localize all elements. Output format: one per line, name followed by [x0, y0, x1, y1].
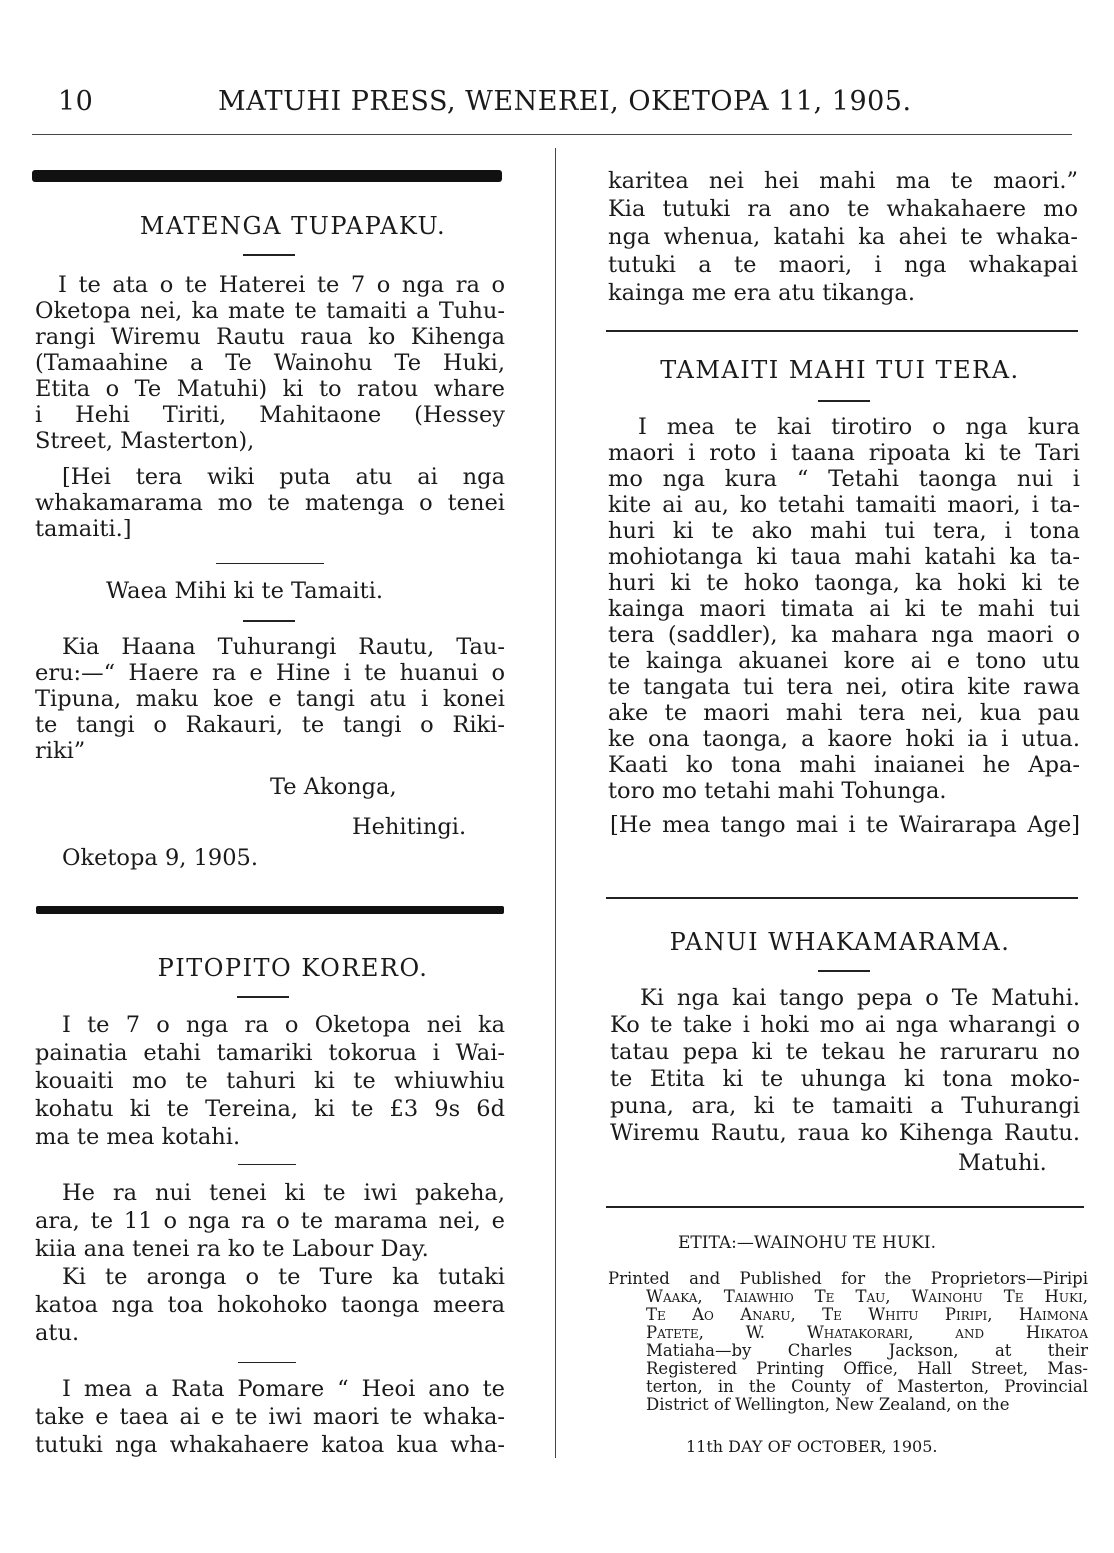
matenga-title: MATENGA TUPAPAKU. [139, 212, 447, 240]
text-line: ma te mea kotahi. [35, 1124, 241, 1150]
text-line: te Etita ki te uhunga ki tona moko- [610, 1066, 1080, 1092]
text-line: riki” [35, 738, 86, 764]
text-line: tutuki a te maori, i nga whakapai [608, 252, 1078, 278]
text-line: Ko te take i hoki mo ai nga wharangi o [610, 1012, 1080, 1038]
text-line: I mea a Rata Pomare “ Heoi ano te [62, 1376, 505, 1402]
text-line: ara, te 11 o nga ra o te marama nei, e [35, 1208, 505, 1234]
text-line: I te 7 o nga ra o Oketopa nei ka [62, 1012, 505, 1038]
text-line: tatau pepa ki te tekau he raruraru no [610, 1039, 1080, 1065]
text-line: mohiotanga ki taua mahi katahi ka ta- [608, 544, 1080, 570]
text-line: te kainga akuanei kore ai e tono utu [608, 648, 1080, 674]
imprint-line: Registered Printing Office, Hall Street, Mas- [646, 1359, 1088, 1378]
text-line: [Hei tera wiki puta atu ai nga [62, 464, 505, 490]
text-line: take e taea ai e te iwi maori te whaka- [35, 1404, 505, 1430]
paragraph-rule [238, 1362, 296, 1363]
text-line: puna, ara, ki te tamaiti a Tuhurangi [610, 1093, 1080, 1119]
text-line: He ra nui tenei ki te iwi pakeha, [62, 1180, 505, 1206]
text-line: tamaiti.] [35, 516, 132, 542]
text-line: whakamarama mo te matenga o tenei [35, 490, 505, 516]
text-line: nga whenua, katahi ka ahei te whaka- [608, 224, 1078, 250]
text-line: karitea nei hei mahi ma te maori.” [608, 168, 1078, 194]
paragraph-rule [238, 1164, 296, 1165]
text-line: tutuki nga whakahaere katoa kua wha- [35, 1432, 505, 1458]
title-rule [818, 970, 870, 972]
section-rule [216, 563, 324, 564]
text-line: I te ata o te Haterei te 7 o nga ra o [58, 272, 505, 298]
text-line: Etita o Te Matuhi) ki to ratou whare [35, 376, 505, 402]
text-line: rangi Wiremu Rautu raua ko Kihenga [35, 324, 505, 350]
imprint-line: District of Wellington, New Zealand, on the [646, 1395, 1010, 1414]
matenga-subhead: Waea Mihi ki te Tamaiti. [106, 578, 384, 604]
editor-line: ETITA:—WAINOHU TE HUKI. [678, 1233, 936, 1253]
section-rule [606, 1206, 1084, 1208]
header-rule [32, 134, 1072, 135]
imprint-line: Printed and Published for the Proprietors—Piripi [608, 1269, 1088, 1288]
text-line: painatia etahi tamariki tokorua i Wai- [35, 1040, 505, 1066]
title-rule [243, 254, 295, 256]
column-divider [555, 148, 556, 1458]
text-line: kainga maori timata ai ki te mahi tui [608, 596, 1080, 622]
text-line: Kia Haana Tuhurangi Rautu, Tau- [62, 634, 505, 660]
text-line: Tipuna, maku koe e tangi atu i konei [35, 686, 505, 712]
section-bar-top [32, 170, 502, 182]
text-line: (Tamaahine a Te Wainohu Te Huki, [35, 350, 505, 376]
title-rule [243, 620, 295, 622]
section-rule [606, 330, 1078, 332]
section-bar [36, 906, 504, 914]
imprint-line: Matiaha—by Charles Jackson, at their [646, 1341, 1088, 1360]
text-line: tera (saddler), ka mahara nga maori o [608, 622, 1080, 648]
text-line: atu. [35, 1320, 80, 1346]
text-line: Ki nga kai tango pepa o Te Matuhi. [640, 985, 1080, 1011]
text-line: kite ai au, ko tetahi tamaiti maori, i ta- [608, 492, 1080, 518]
text-line: Street, Masterton), [35, 428, 255, 454]
title-rule [237, 996, 289, 998]
imprint-line: Te Ao Anaru, Te Whitu Piripi, Haimona [646, 1305, 1088, 1324]
text-line: toro mo tetahi mahi Tohunga. [608, 778, 947, 804]
text-line: i Hehi Tiriti, Mahitaone (Hessey [35, 402, 505, 428]
imprint-line: Patete, W. Whatakorari, and Hikatoa [646, 1323, 1088, 1342]
signature-line: Hehitingi. [352, 814, 467, 840]
imprint-date: 11th DAY OF OCTOBER, 1905. [686, 1437, 938, 1456]
text-line: Wiremu Rautu, raua ko Kihenga Rautu. [610, 1120, 1080, 1146]
text-line: kiia ana tenei ra ko te Labour Day. [35, 1236, 429, 1262]
text-line: kohatu ki te Tereina, ki te £3 9s 6d [35, 1096, 505, 1122]
text-line: Kia tutuki ra ano te whakahaere mo [608, 196, 1078, 222]
signature-line: Matuhi. [958, 1150, 1047, 1176]
text-line: katoa nga toa hokohoko taonga meera [35, 1292, 505, 1318]
source-note: [He mea tango mai i te Wairarapa Age] [610, 812, 1080, 838]
panui-title: PANUI WHAKAMARAMA. [669, 928, 1011, 956]
text-line: te tangi o Rakauri, te tangi o Riki- [35, 712, 505, 738]
text-line: mo nga kura “ Tetahi taonga nui i [608, 466, 1080, 492]
text-line: kouaiti mo te tahuri ki te whiuwhiu [35, 1068, 505, 1094]
text-line: kainga me era atu tikanga. [608, 280, 915, 306]
signature-line: Te Akonga, [270, 774, 397, 800]
text-line: Kaati ko tona mahi inaianei he Apa- [608, 752, 1080, 778]
text-line: Oketopa nei, ka mate te tamaiti a Tuhu- [35, 298, 505, 324]
text-line: ake te maori mahi tera nei, kua pau [608, 700, 1080, 726]
page-number: 10 [58, 86, 94, 117]
imprint-line: Waaka, Taiawhio Te Tau, Wainohu Te Huki, [646, 1287, 1088, 1306]
text-line: ke ona taonga, a kaore hoki ia i utua. [608, 726, 1080, 752]
section-rule [606, 897, 1078, 899]
text-line: maori i roto i taana ripoata ki te Tari [608, 440, 1080, 466]
text-line: Ki te aronga o te Ture ka tutaki [62, 1264, 505, 1290]
imprint-line: terton, in the County of Masterton, Provincial [646, 1377, 1088, 1396]
text-line: huri ki te ako mahi tui tera, i tona [608, 518, 1080, 544]
text-line: eru:—“ Haere ra e Hine i te huanui o [35, 660, 505, 686]
title-rule [818, 400, 870, 402]
text-line: te tangata tui tera nei, otira kite rawa [608, 674, 1080, 700]
masthead: MATUHI PRESS, WENEREI, OKETOPA 11, 1905. [218, 86, 912, 117]
dateline: Oketopa 9, 1905. [62, 845, 258, 871]
text-line: huri ki te hoko taonga, ka hoki ki te [608, 570, 1080, 596]
tamaiti-title: TAMAITI MAHI TUI TERA. [660, 356, 1020, 384]
text-line: I mea te kai tirotiro o nga kura [638, 414, 1080, 440]
pitopito-title: PITOPITO KORERO. [157, 954, 429, 982]
